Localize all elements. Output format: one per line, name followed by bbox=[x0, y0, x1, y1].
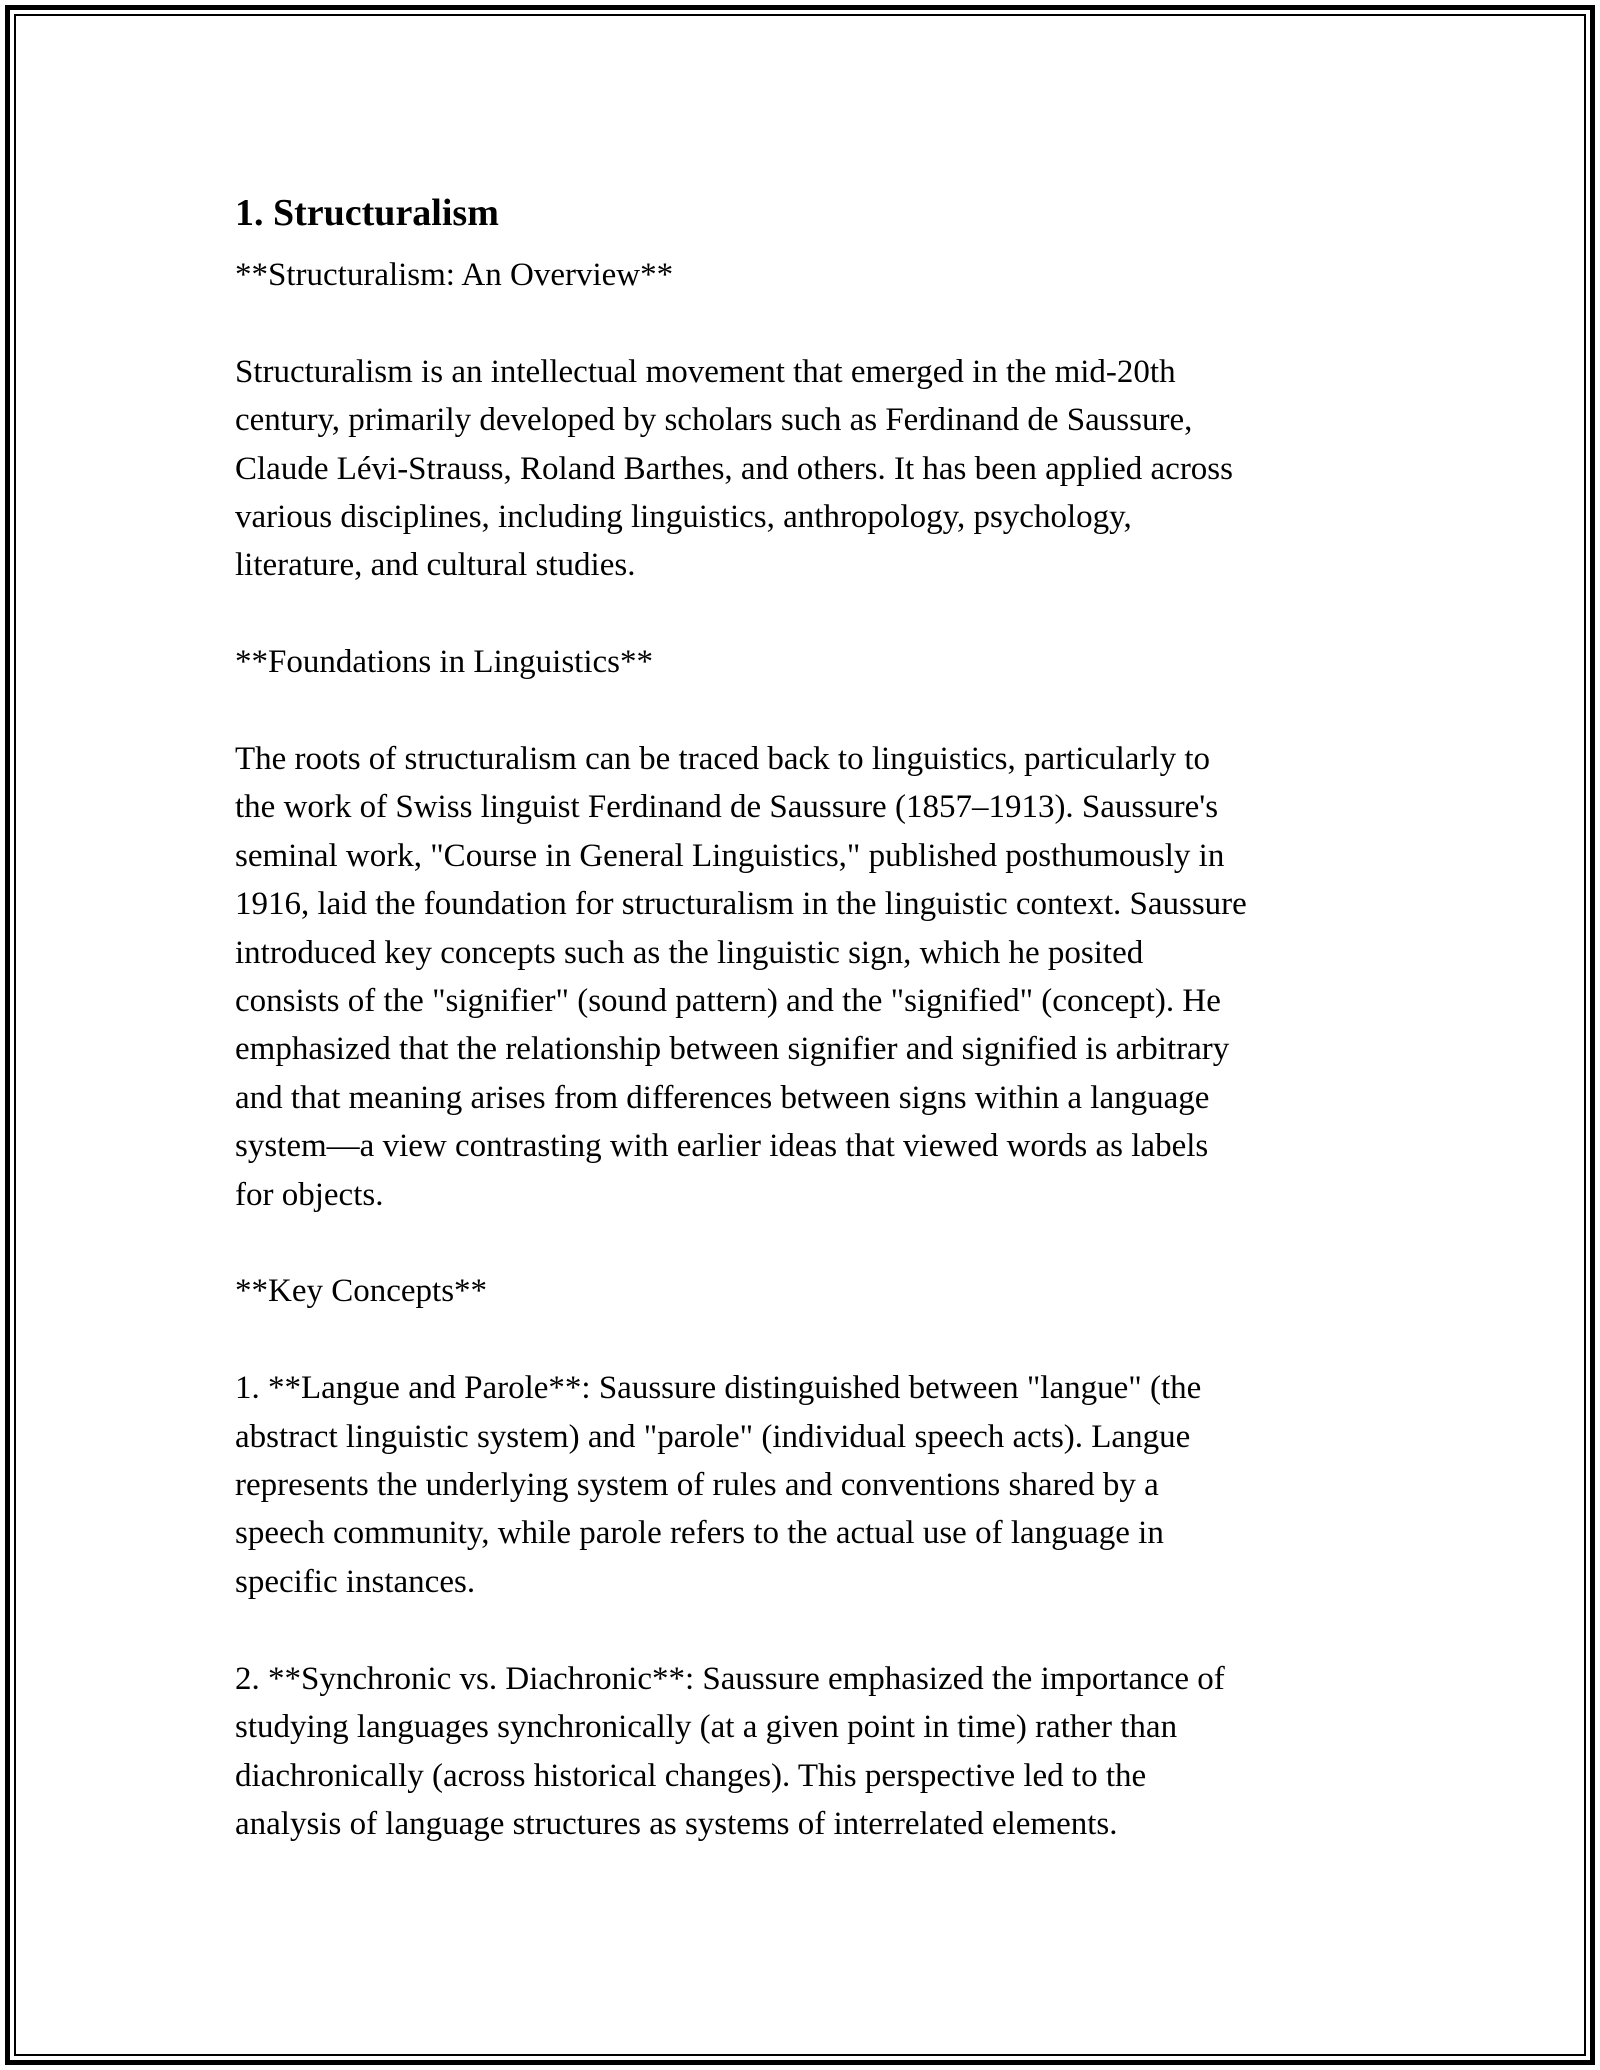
concept-item-synchronic-diachronic: 2. **Synchronic vs. Diachronic**: Saussure emphasized the importance of studying languages synchronically (at a given point in time) rather than diachronically (across historical changes). This perspective led to the analysis of language structures as systems of interrelated elements. bbox=[235, 1660, 1225, 1842]
overview-paragraph: Structuralism is an intellectual movement that emerged in the mid-20th century, primarily developed by scholars such as Ferdinand de Saussure, Claude Lévi-Strauss, Roland Barthes, and others. It has been applied across various disciplines, including linguistics, anthropology, psychology, literature, and cultural studies. bbox=[235, 353, 1233, 584]
document-body bbox=[235, 185, 1375, 1848]
overview-subtitle: **Structuralism: An Overview** bbox=[235, 257, 674, 293]
foundations-paragraph: The roots of structuralism can be traced back to linguistics, particularly to the work of Swiss linguist Ferdinand de Saussure (1857–1913). Saussure's seminal work, "Course in General Linguistics," published posthumously in 1916, laid the foundation for structuralism in the linguistic context. Saussure introduced key concepts such as the linguistic sign, which he posited consists of the "signifier" (sound pattern) and the "signified" (concept). He emphasized that the relationship between signifier and signified is arbitrary and that meaning arises from differences between signs within a language system—a view contrasting with earlier ideas that viewed words as labels for objects. bbox=[235, 741, 1247, 1213]
concept-item-langue-parole: 1. **Langue and Parole**: Saussure distinguished between "langue" (the abstract linguistic system) and "parole" (individual speech acts). Langue represents the underlying system of rules and conventions shared by a speech community, while parole refers to the actual use of language in specific instances. bbox=[235, 1370, 1202, 1600]
foundations-subtitle: **Foundations in Linguistics** bbox=[235, 644, 654, 681]
section-heading: 1. Structuralism bbox=[235, 192, 499, 234]
key-concepts-subtitle: **Key Concepts** bbox=[235, 1273, 488, 1310]
